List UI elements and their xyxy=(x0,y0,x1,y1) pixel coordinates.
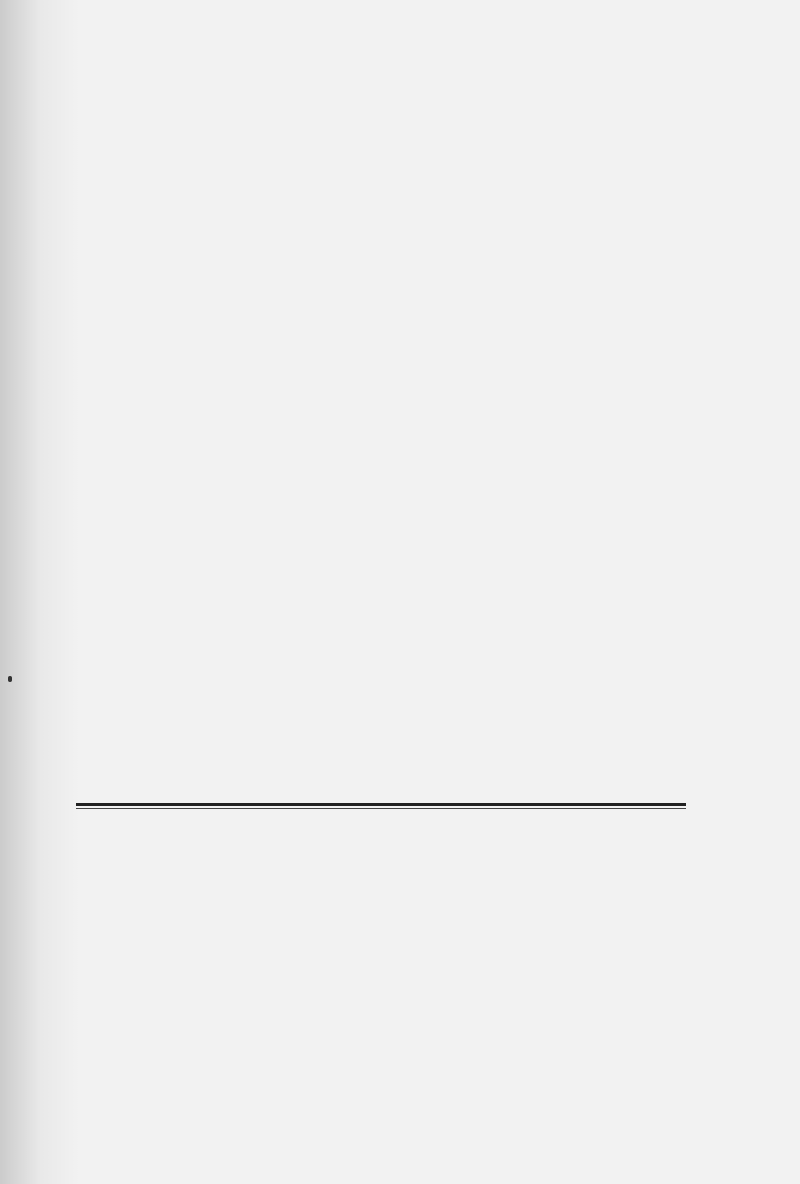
section-divider xyxy=(76,803,686,806)
body-text-bottom xyxy=(58,940,684,942)
ink-speck xyxy=(8,676,12,682)
running-head xyxy=(140,46,680,76)
footer-line xyxy=(538,1128,698,1148)
section-divider-thin xyxy=(76,808,686,809)
